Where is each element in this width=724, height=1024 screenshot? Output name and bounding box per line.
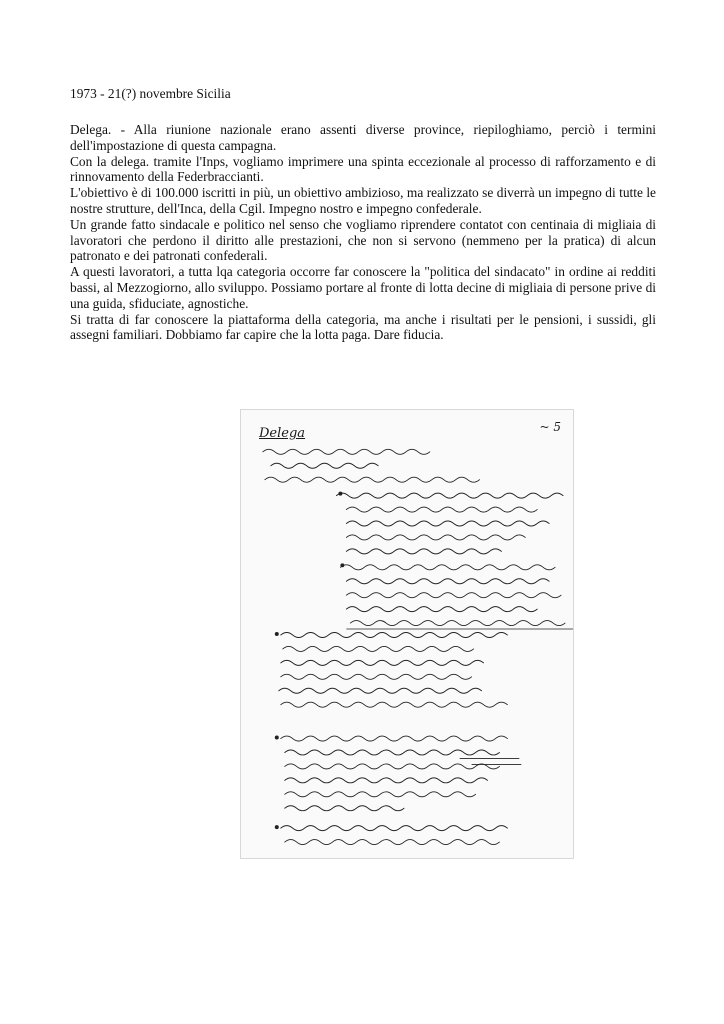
paragraph-lavoratori: A questi lavoratori, a tutta lqa categoria occorre far conoscere la "politica del sindacato" in ordine ai redditi bassi, al Mezzogiorno, allo sviluppo. Possiamo portare al fronte di lotta decine di migliaia di persone prive di una guida, sfiduciate, agnostiche. [70,264,656,311]
paragraph-delega: Delega. - Alla riunione nazionale erano assenti diverse province, riepiloghiamo, perciò i termini dell'impostazione di questa campagna. [70,122,656,153]
manuscript-title: Delega [259,426,306,441]
paragraph-obiettivo: L'obiettivo è di 100.000 iscritti in più, un obiettivo ambizioso, ma realizzato se diverrà un impegno di tutte le nostre strutture, dell'Inca, della Cgil. Impegno nostro e impegno confederale. [70,185,656,216]
document-body [70,122,656,343]
manuscript-page-number: ~ 5 [539,420,561,434]
paragraph-fatto-sindacale: Un grande fatto sindacale e politico nel senso che vogliamo riprendere contatot con centinaia di migliaia di lavoratori che perdono il diritto alle prestazioni, che non si servono (nemmeno per la pratica) di alcun patronato e dei patronati confederali. [70,216,656,264]
paragraph-inps: Con la delega. tramite l'Inps, vogliamo imprimere una spinta eccezionale al processo di rafforzamento e di rinnovamento della Federbraccianti. [70,153,656,185]
handwriting-scribbles [241,410,573,858]
document-heading: 1973 - 21(?) novembre Sicilia [70,86,231,101]
handwritten-manuscript-image [240,409,574,859]
paragraph-piattaforma: Si tratta di far conoscere la piattaforma della categoria, ma anche i risultati per le pensioni, i sussidi, gli assegni familiari. Dobbiamo far capire che la lotta paga. Dare fiducia. [70,311,656,343]
